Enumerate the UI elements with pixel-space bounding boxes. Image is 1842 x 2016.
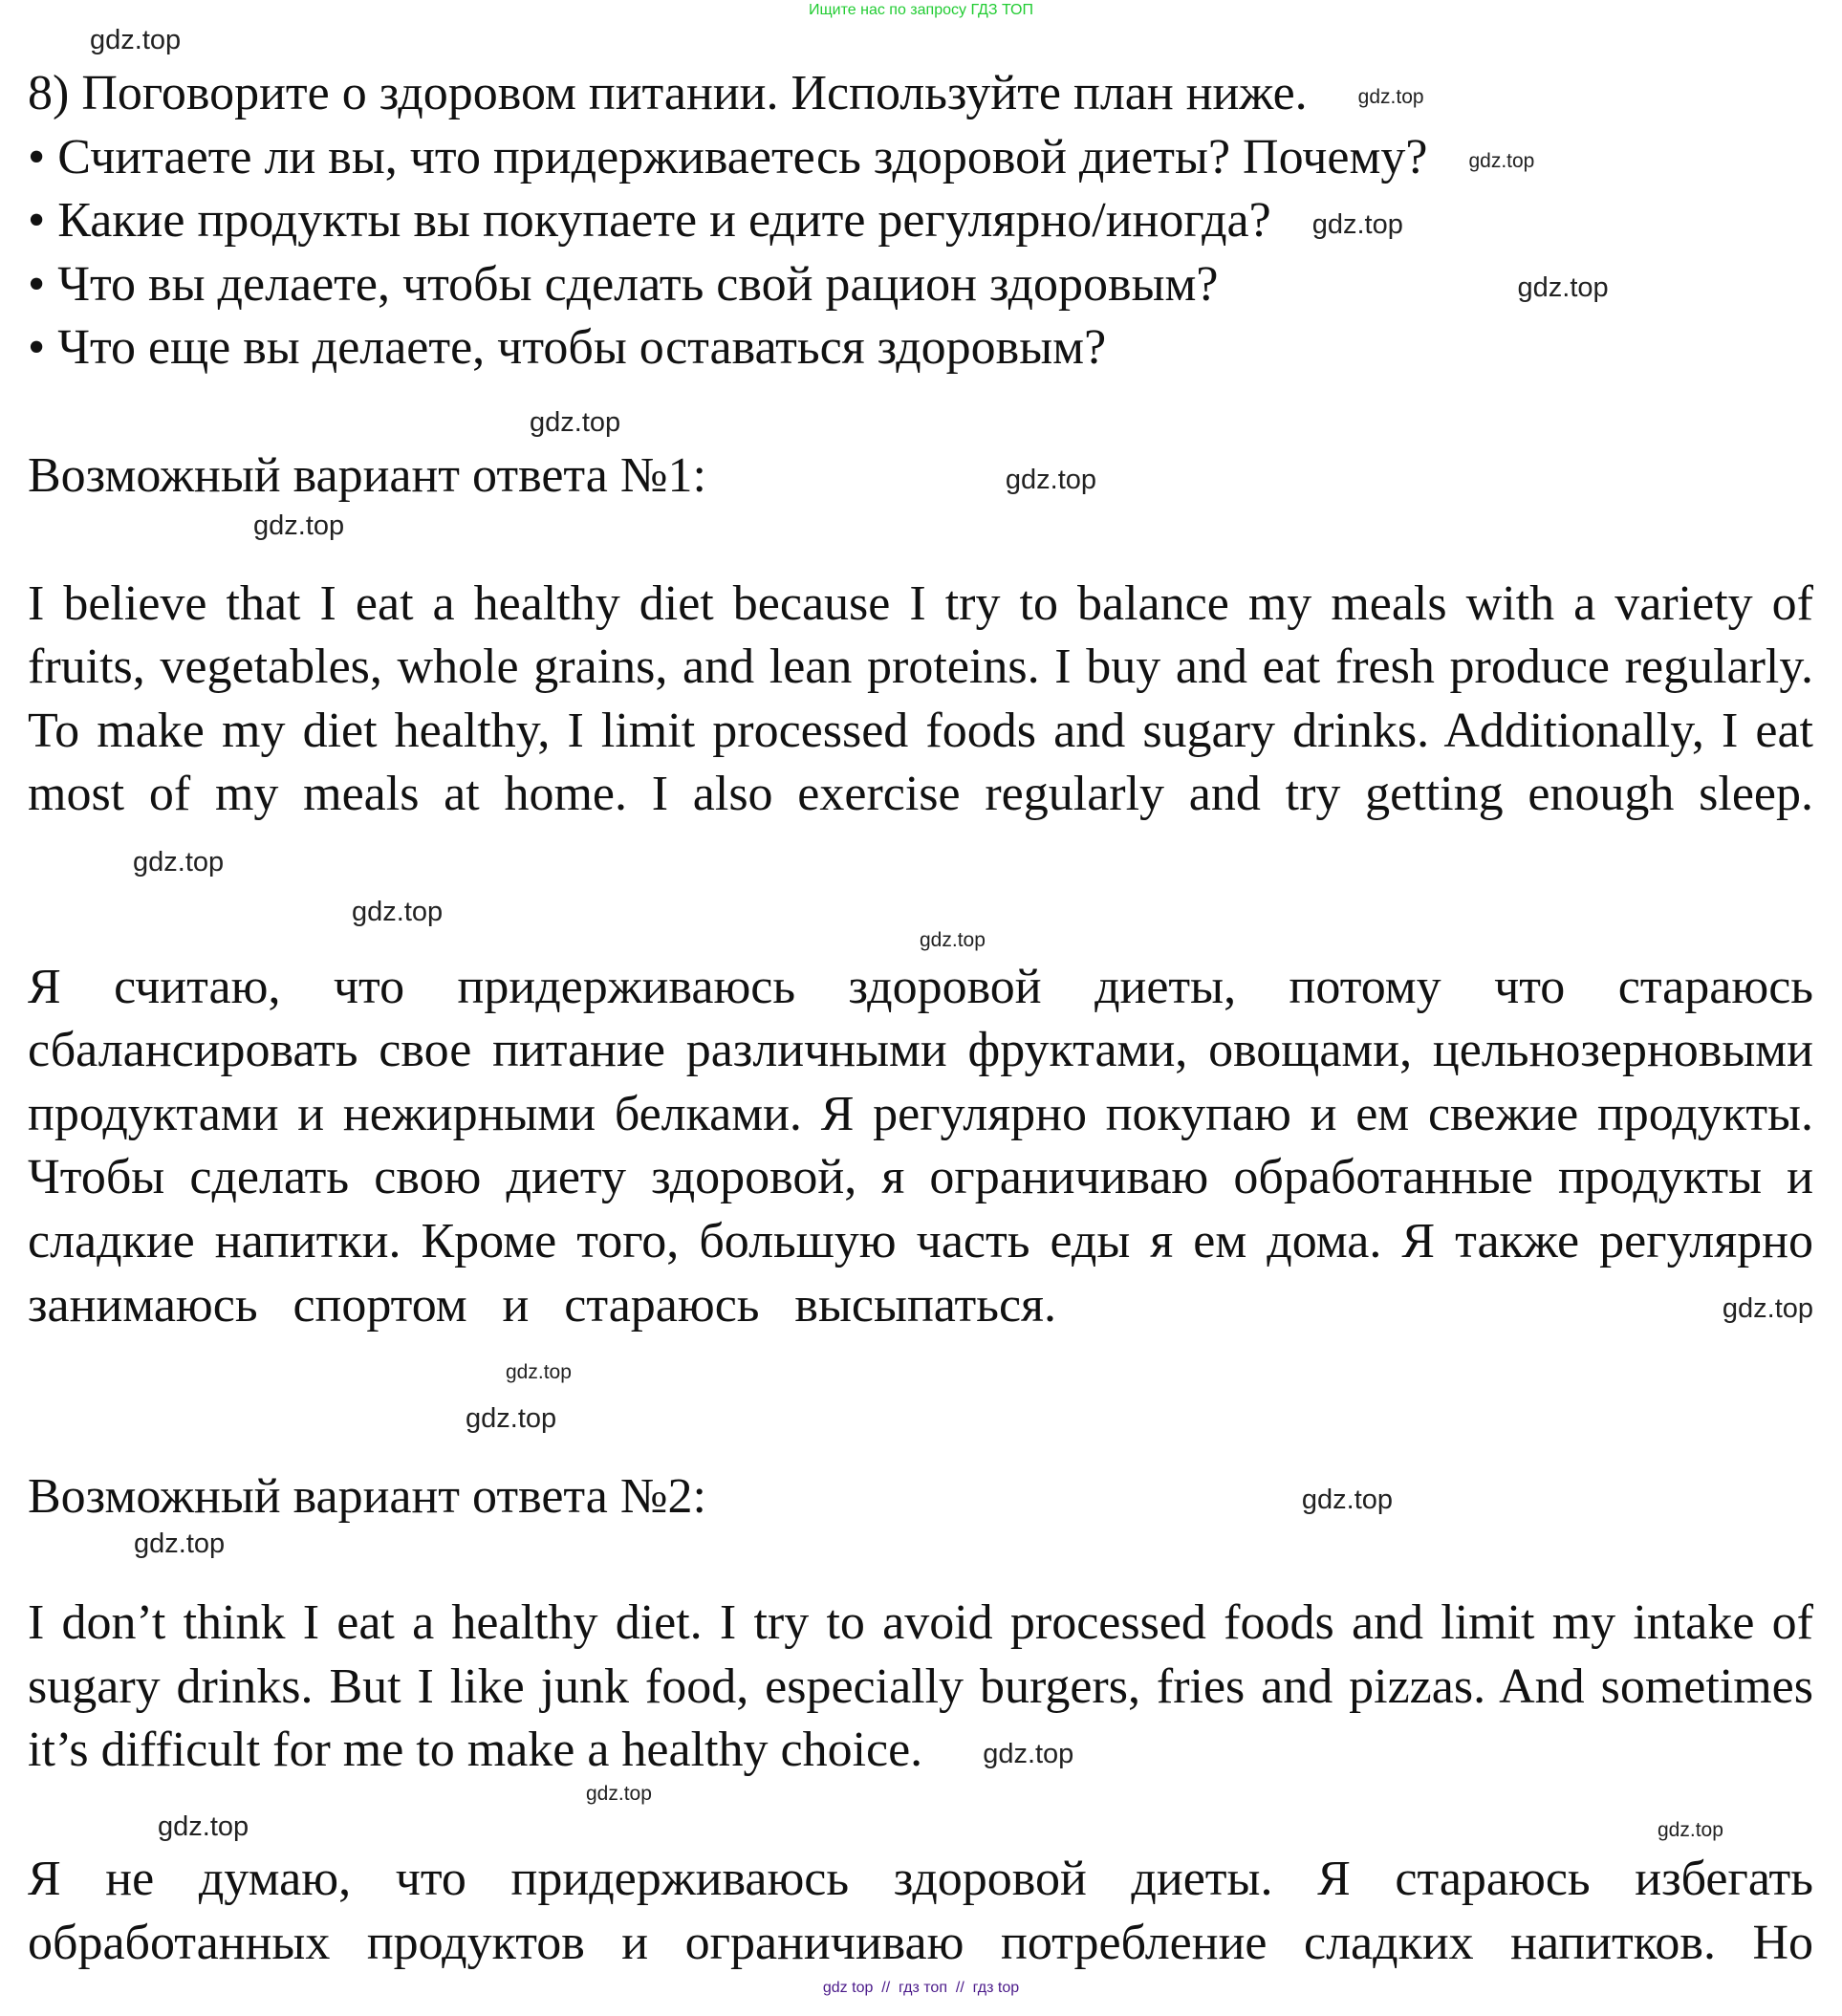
task-bullet-line: [28, 126, 1813, 190]
task-bullet-line: [28, 189, 1813, 253]
answer2-heading-line: [28, 1465, 1813, 1529]
spacer: [28, 21, 1813, 62]
watermark: gdz.top: [920, 928, 986, 951]
watermark: gdz.top: [133, 846, 225, 878]
watermark: gdz.top: [1005, 464, 1097, 495]
watermark: gdz.top: [1301, 1485, 1394, 1516]
watermark: gdz.top: [506, 1361, 572, 1384]
task-title: 8) Поговорите о здоровом питании. Используйте план ниже.: [28, 66, 1308, 120]
task-block: [28, 62, 1813, 380]
spacer: [28, 1783, 1813, 1848]
task-bullet: • Что еще вы делаете, чтобы оставаться здоровым?: [28, 320, 1107, 376]
answer1-russian: Я считаю, что придерживаюсь здоровой диеты, потому что стараюсь сбалансировать свое питание различными фруктами, овощами, цельнозерновыми продуктами и нежирными белками. Я регулярно покупаю и ем свежие продукты. Чтобы сделать свою диету здоровой, я ограничиваю обработанные продукты и сладкие напитки. Кроме того, большую часть еды я ем дома. Я также регулярно занимаюсь спортом и стараюсь высыпаться.: [28, 959, 1813, 1333]
footer-watermark: gdz top // гдз топ // гдз top: [822, 1980, 1020, 1996]
answer1-russian-paragraph: [28, 956, 1813, 1401]
watermark: gdz.top: [253, 509, 345, 541]
spacer: [28, 509, 1813, 573]
task-title-line: [28, 62, 1813, 126]
watermark: gdz.top: [1468, 149, 1535, 172]
watermark: gdz.top: [983, 1739, 1074, 1770]
spacer: [28, 380, 1813, 444]
answer1-heading-line: [28, 444, 1813, 509]
search-hint-banner: Ищите нас по запросу ГДЗ ТОП: [809, 2, 1033, 18]
watermark: gdz.top: [1517, 272, 1609, 304]
spacer: [28, 891, 1813, 956]
watermark: gdz.top: [1311, 208, 1403, 240]
task-bullet: • Считаете ли вы, что придерживаетесь здоровой диеты? Почему?: [28, 129, 1428, 184]
task-bullet: • Какие продукты вы покупаете и едите регулярно/иногда?: [28, 193, 1271, 249]
watermark: gdz.top: [466, 1402, 557, 1434]
task-bullet-line: [28, 316, 1813, 380]
document-body: [28, 21, 1813, 1975]
spacer: [28, 1401, 1813, 1465]
watermark: gdz.top: [134, 1528, 226, 1560]
watermark: gdz.top: [530, 406, 621, 438]
watermark: gdz.top: [1658, 1819, 1723, 1842]
answer2-english-paragraph: [28, 1592, 1813, 1783]
watermark: gdz.top: [1722, 1293, 1814, 1325]
watermark: gdz.top: [1357, 86, 1424, 109]
watermark: gdz.top: [90, 25, 182, 55]
answer2-english: I don’t think I eat a healthy diet. I try to avoid processed foods and limit my intake of sugary drinks. But I like junk food, especially burgers, fries and pizzas. And sometimes it’s difficult for me to make a healthy choice.: [28, 1595, 1813, 1778]
answer2-russian: Я не думаю, что придерживаюсь здоровой диеты. Я стараюсь избегать обработанных продуктов и ограничиваю потребление сладких напитков. Но: [28, 1852, 1813, 1970]
watermark: gdz.top: [586, 1783, 652, 1806]
answer2-heading: Возможный вариант ответа №2:: [28, 1468, 706, 1524]
task-bullet: • Что вы делаете, чтобы сделать свой рацион здоровым?: [28, 256, 1219, 312]
answer1-english-paragraph: [28, 573, 1813, 891]
spacer: [28, 1528, 1813, 1592]
answer1-heading: Возможный вариант ответа №1:: [28, 447, 706, 503]
answer2-russian-paragraph: [28, 1848, 1813, 1975]
watermark: gdz.top: [352, 896, 444, 927]
task-bullet-line: [28, 253, 1813, 317]
watermark: gdz.top: [158, 1811, 249, 1843]
answer1-english: I believe that I eat a healthy diet because I try to balance my meals with a variety of fruits, vegetables, whole grains, and lean proteins. I buy and eat fresh produce regularly. To make my diet healthy, I limit processed foods and sugary drinks. Additionally, I eat most of my meals at home. I also exercise regularly and try getting enough sleep.: [28, 575, 1813, 822]
